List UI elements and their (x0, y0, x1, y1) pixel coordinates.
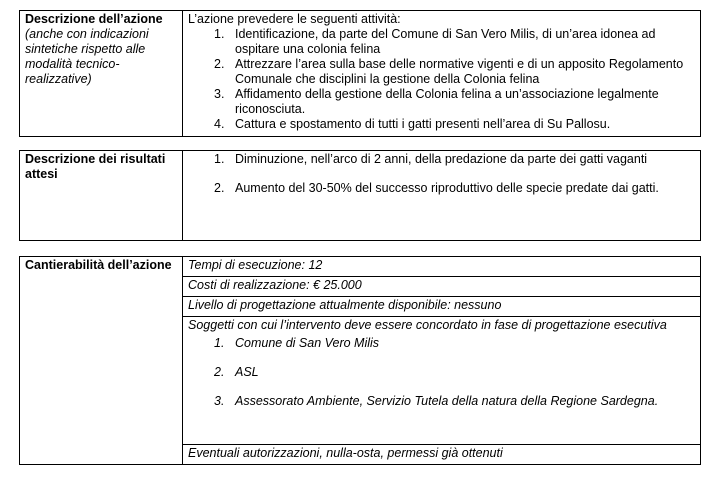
results-label: Descrizione dei risultati attesi (25, 152, 166, 181)
action-intro: L’azione prevedere le seguenti attività: (188, 12, 401, 26)
feasibility-label-cell (20, 257, 183, 465)
action-item-text: Cattura e spostamento di tutti i gatti presenti nell’area di Su Pallosu. (235, 117, 611, 131)
time-cell: Tempi di esecuzione: 12 (183, 257, 701, 277)
action-list-item (188, 117, 695, 132)
subjects-list-item (188, 336, 695, 351)
subjects-list-item (188, 365, 695, 380)
design-level-cell: Livello di progettazione attualmente disponibile: nessuno (183, 297, 701, 317)
costs-cell: Costi di realizzazione: € 25.000 (183, 277, 701, 297)
action-item-text: Attrezzare l’area sulla base delle normative vigenti e di un apposito Regolamento Comunale che disciplini la gestione della Colonia felina (235, 57, 684, 86)
action-item-number: 2. (214, 57, 225, 71)
action-item-number: 3. (214, 87, 225, 101)
subjects-item-number: 2. (214, 365, 225, 379)
results-list-item (188, 152, 695, 167)
feasibility-label: Cantierabilità dell’azione (25, 258, 172, 272)
subjects-list-item (188, 394, 695, 409)
subjects-item-text: ASL (235, 365, 259, 379)
action-item-number: 1. (214, 27, 225, 41)
action-item-number: 4. (214, 117, 225, 131)
action-description-table (19, 10, 701, 137)
action-list-item (188, 87, 695, 117)
subjects-item-number: 1. (214, 336, 225, 350)
results-list (188, 152, 695, 196)
results-list-item (188, 181, 695, 196)
results-item-text: Aumento del 30-50% del successo riproduttivo delle specie predate dai gatti. (235, 181, 659, 195)
action-item-text: Identificazione, da parte del Comune di San Vero Milis, di un’area idonea ad ospitare una colonia felina (235, 27, 656, 56)
subjects-cell (183, 317, 701, 445)
subjects-intro: Soggetti con cui l’intervento deve essere concordato in fase di progettazione esecutiva (188, 318, 667, 332)
feasibility-row-time (20, 257, 701, 277)
results-table (19, 150, 701, 241)
subjects-item-text: Assessorato Ambiente, Servizio Tutela della natura della Regione Sardegna. (235, 394, 659, 408)
action-label: Descrizione dell’azione (25, 12, 163, 26)
action-list-item (188, 57, 695, 87)
authorizations-cell: Eventuali autorizzazioni, nulla-osta, permessi già ottenuti (183, 445, 701, 465)
subjects-list (188, 336, 695, 409)
action-sublabel: (anche con indicazioni sintetiche rispetto alle modalità tecnico-realizzative) (25, 27, 149, 86)
feasibility-table (19, 256, 701, 465)
results-label-cell (20, 151, 183, 241)
action-list-item (188, 27, 695, 57)
subjects-item-number: 3. (214, 394, 225, 408)
action-content-cell (183, 11, 701, 137)
action-label-cell (20, 11, 183, 137)
results-row (20, 151, 701, 241)
results-content-cell (183, 151, 701, 241)
results-item-text: Diminuzione, nell’arco di 2 anni, della predazione da parte dei gatti vaganti (235, 152, 648, 166)
action-description-row (20, 11, 701, 137)
action-list (188, 27, 695, 132)
subjects-item-text: Comune di San Vero Milis (235, 336, 380, 350)
action-item-text: Affidamento della gestione della Colonia felina a un’associazione legalmente riconosciuta. (235, 87, 659, 116)
results-item-number: 1. (214, 152, 225, 166)
results-item-number: 2. (214, 181, 225, 195)
